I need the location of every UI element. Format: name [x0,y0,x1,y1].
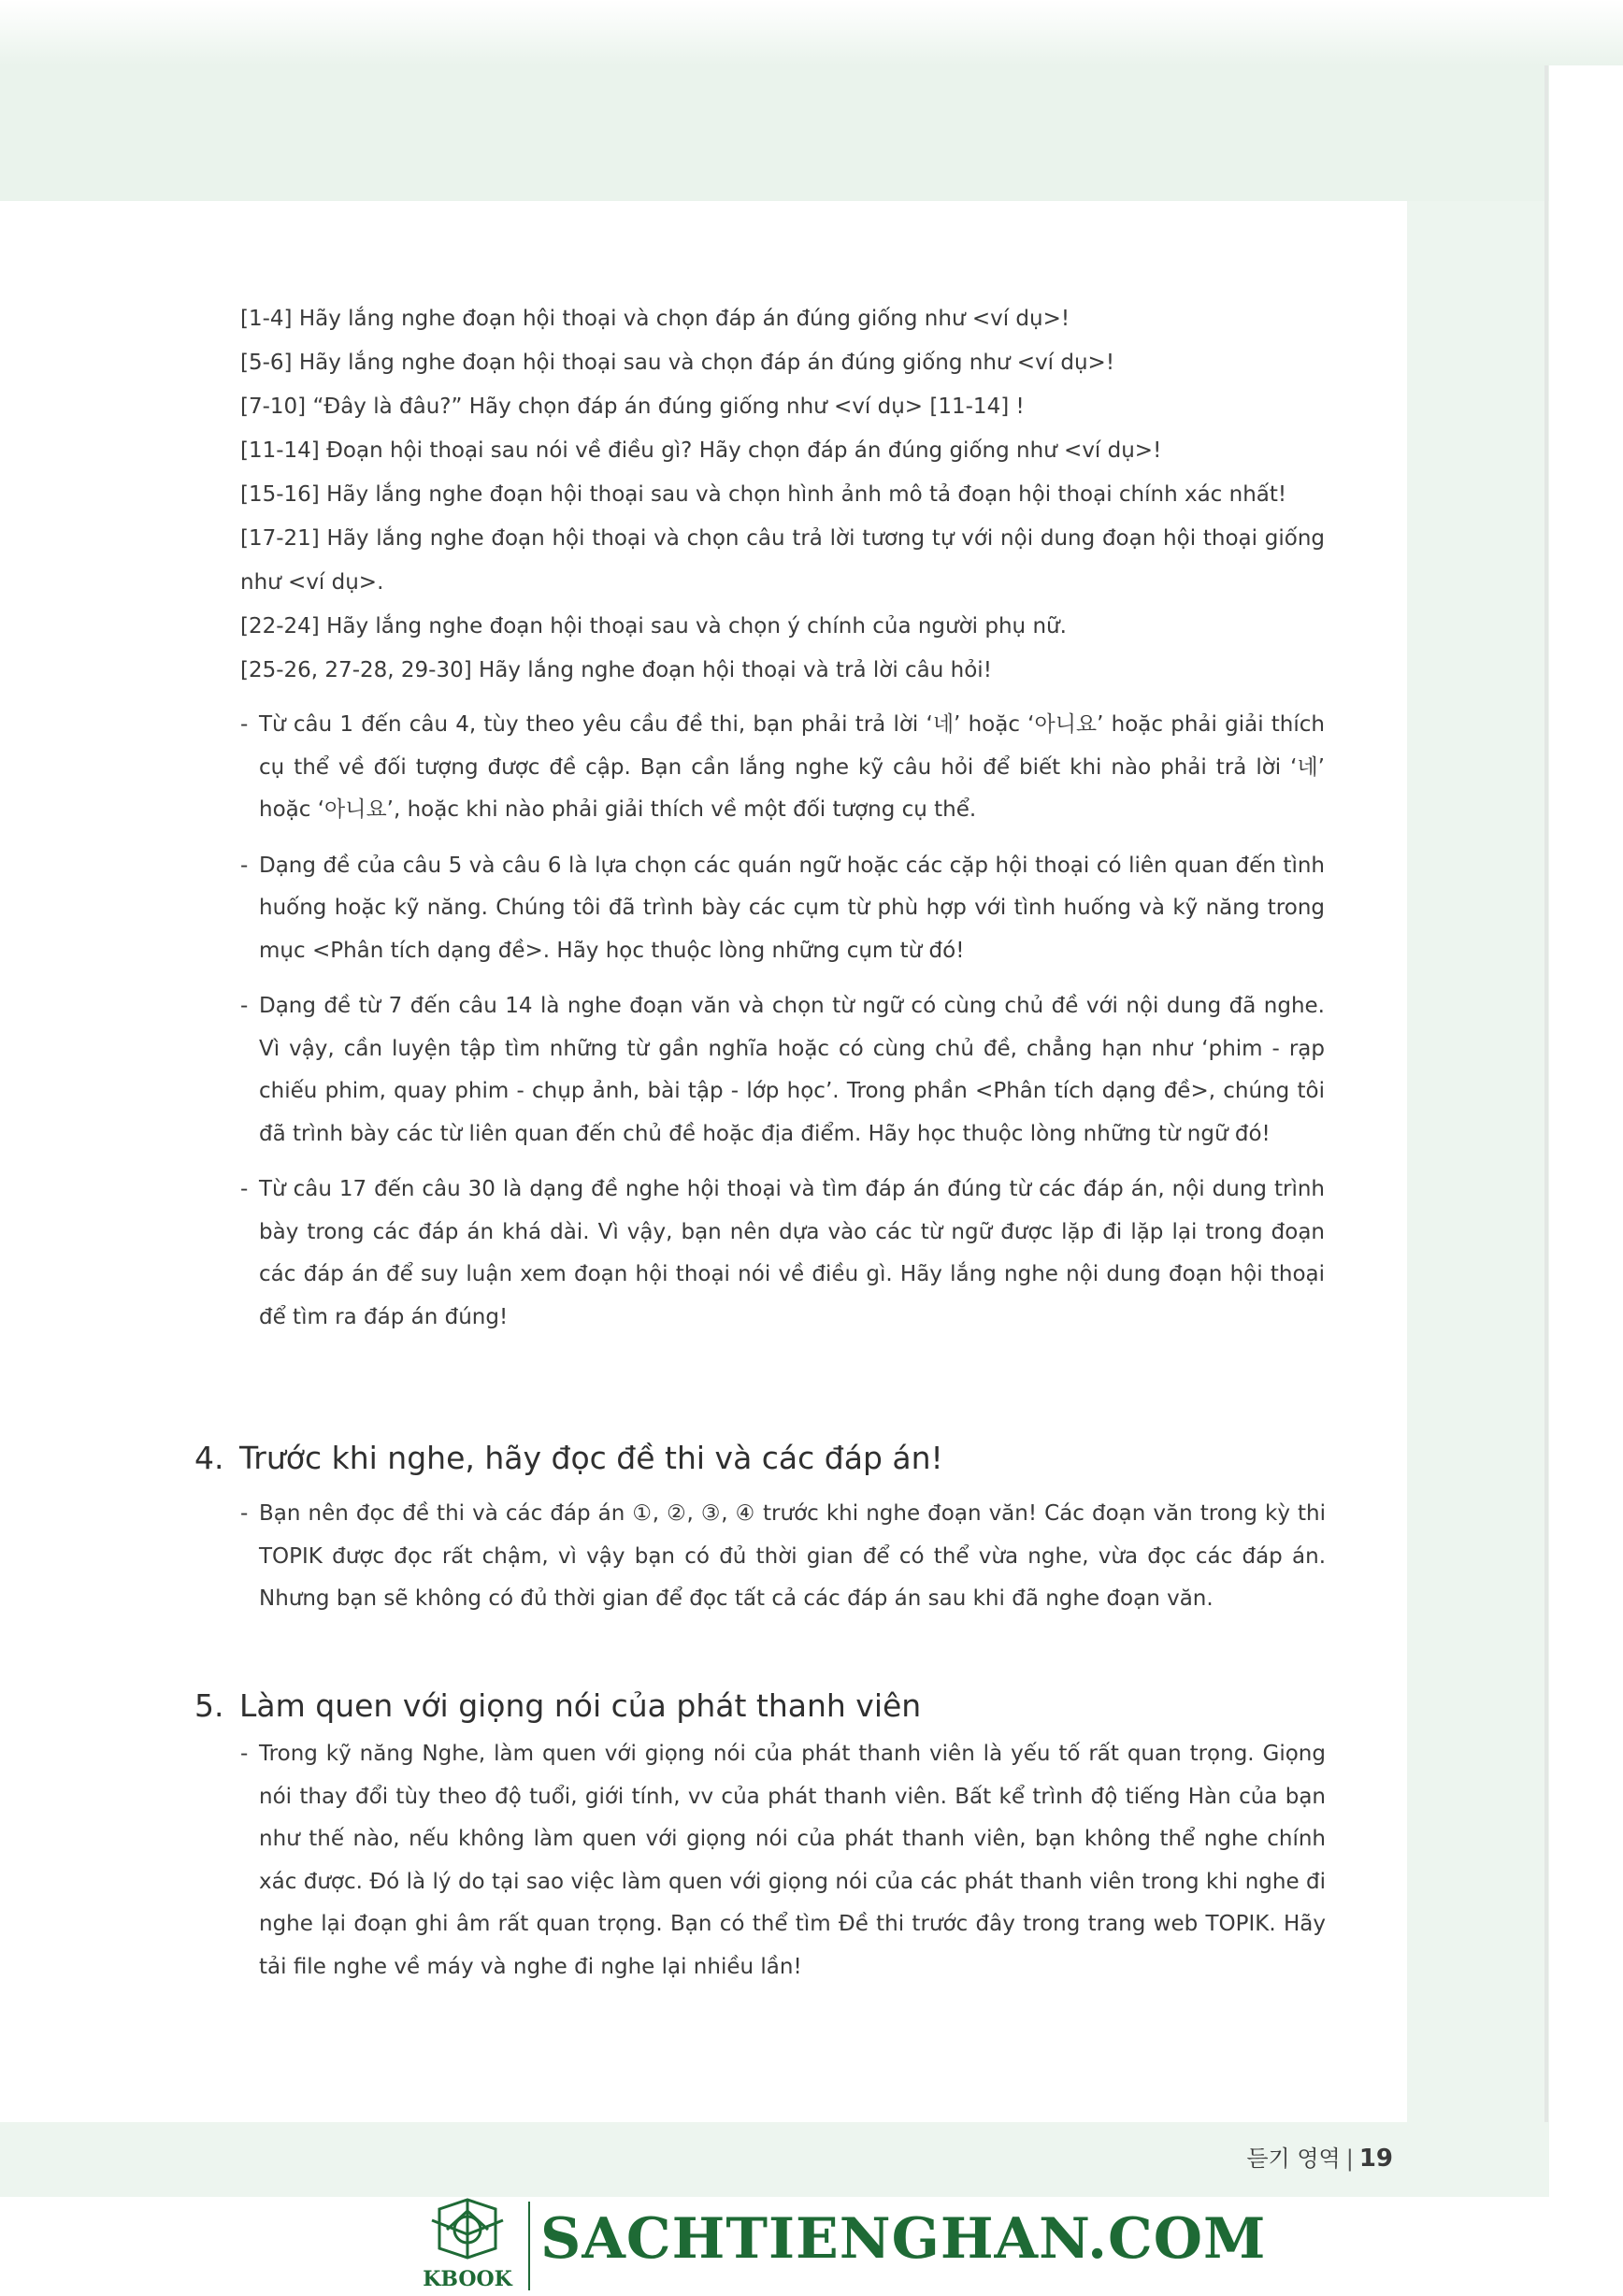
tips-list [240,704,1325,1339]
right-margin-strip [1407,201,1549,2122]
logo-divider [528,2202,530,2290]
section-5 [194,1683,1326,2002]
bullet-dash: - [240,994,249,1018]
instruction-17-21: [17-21] Hãy lắng nghe đoạn hội thoại và chọn câu trả lời tương tự với nội dung đoạn hội thoại giống như <ví dụ>. [240,526,1325,595]
tip-item [240,845,1325,973]
instruction-11-14: [11-14] Đoạn hội thoại sau nói về điều gì? Hãy chọn đáp án đúng giống như <ví dụ>! [240,438,1162,463]
tip-item [240,985,1325,1155]
section-5-heading [194,1683,1326,1729]
bullet-dash: - [240,1501,249,1526]
instruction-22-24: [22-24] Hãy lắng nghe đoạn hội thoại sau và chọn ý chính của người phụ nữ. [240,614,1067,639]
instructions-block [240,297,1325,1352]
instruction-15-16: [15-16] Hãy lắng nghe đoạn hội thoại sau và chọn hình ảnh mô tả đoạn hội thoại chính xác nhất! [240,482,1287,507]
page-edge-line [1544,65,1548,2122]
section-4-tip [240,1493,1326,1621]
watermark-text: SACHTIENGHAN.COM [540,2206,1267,2272]
page-footer [1206,2140,1393,2173]
section-4-text: Bạn nên đọc đề thi và các đáp án ①, ②, ③, ④ trước khi nghe đoạn văn! Các đoạn văn trong kỳ thi TOPIK được đọc rất chậm, vì vậy bạn có đủ thời gian để có thể vừa nghe, vừa đọc các đáp án. Nhưng bạn sẽ không có đủ thời gian để đọc tất cả các đáp án sau khi đã nghe đoạn văn. [259,1501,1326,1611]
kbook-logo-icon [411,2192,524,2290]
section-5-number: 5. [194,1687,224,1724]
bullet-dash: - [240,1177,249,1201]
tip-item [240,704,1325,832]
tip-item [240,1169,1325,1339]
logo-text: KBOOK [423,2267,512,2290]
tip-text: Từ câu 1 đến câu 4, tùy theo yêu cầu đề thi, bạn phải trả lời ‘네’ hoặc ‘아니요’ hoặc phải giải thích cụ thể về đối tượng được đề cập. Bạn cần lắng nghe kỹ câu hỏi để biết khi nào phải trả lời ‘네’ hoặc ‘아니요’, hoặc khi nào phải giải thích về một đối tượng cụ thể. [259,712,1325,822]
footer-separator: | [1345,2145,1354,2172]
section-4-heading [194,1435,1326,1482]
bullet-dash: - [240,853,249,878]
section-4 [194,1435,1326,1634]
bullet-dash: - [240,1742,249,1766]
section-5-tip [240,1733,1326,1988]
footer-section-label: 듣기 영역 [1246,2145,1341,2172]
tip-text: Dạng đề của câu 5 và câu 6 là lựa chọn các quán ngữ hoặc các cặp hội thoại có liên quan đến tình huống hoặc kỹ năng. Chúng tôi đã trình bày các cụm từ phù hợp với tình huống và kỹ năng trong mục <Phân tích dạng đề>. Hãy học thuộc lòng những cụm từ đó! [259,853,1325,963]
page-number: 19 [1358,2145,1393,2173]
instruction-7-10: [7-10] “Đây là đâu?” Hãy chọn đáp án đúng giống như <ví dụ> [11-14] ! [240,395,1025,419]
instruction-1-4: [1-4] Hãy lắng nghe đoạn hội thoại và chọn đáp án đúng giống như <ví dụ>! [240,307,1070,331]
scan-edge [1549,65,1623,2296]
section-4-number: 4. [194,1440,224,1476]
bullet-dash: - [240,712,249,737]
section-5-title: Làm quen với giọng nói của phát thanh viên [239,1687,922,1724]
section-4-title: Trước khi nghe, hãy đọc đề thi và các đáp án! [239,1440,943,1476]
instruction-5-6: [5-6] Hãy lắng nghe đoạn hội thoại sau và chọn đáp án đúng giống như <ví dụ>! [240,351,1115,375]
tip-text: Từ câu 17 đến câu 30 là dạng đề nghe hội thoại và tìm đáp án đúng từ các đáp án, nội dung trình bày trong các đáp án khá dài. Vì vậy, bạn nên dựa vào các từ ngữ được lặp đi lặp lại trong đoạn các đáp án để suy luận xem đoạn hội thoại nói về điều gì. Hãy lắng nghe nội dung đoạn hội thoại để tìm ra đáp án đúng! [259,1177,1325,1329]
tip-text: Dạng đề từ 7 đến câu 14 là nghe đoạn văn và chọn từ ngữ có cùng chủ đề với nội dung đã nghe. Vì vậy, cần luyện tập tìm những từ gần nghĩa hoặc có cùng chủ đề, chẳng hạn như ‘phim - rạp chiếu phim, quay phim - chụp ảnh, bài tập - lớp học’. Trong phần <Phân tích dạng đề>, chúng tôi đã trình bày các từ liên quan đến chủ đề hoặc địa điểm. Hãy học thuộc lòng những từ ngữ đó! [259,994,1325,1146]
section-5-text: Trong kỹ năng Nghe, làm quen với giọng nói của phát thanh viên là yếu tố rất quan trọng. Giọng nói thay đổi tùy theo độ tuổi, giới tính, vv của phát thanh viên. Bất kể trình độ tiếng Hàn của bạn như thế nào, nếu không làm quen với giọng nói của phát thanh viên, bạn không thể nghe chính xác được. Đó là lý do tại sao việc làm quen với giọng nói của các phát thanh viên trong khi nghe đi nghe lại đoạn ghi âm rất quan trọng. Bạn có thể tìm Đề thi trước đây trong trang web TOPIK. Hãy tải file nghe về máy và nghe đi nghe lại nhiều lần! [259,1742,1326,1979]
top-margin-band [0,0,1623,201]
instruction-25-30: [25-26, 27-28, 29-30] Hãy lắng nghe đoạn hội thoại và trả lời câu hỏi! [240,658,992,682]
